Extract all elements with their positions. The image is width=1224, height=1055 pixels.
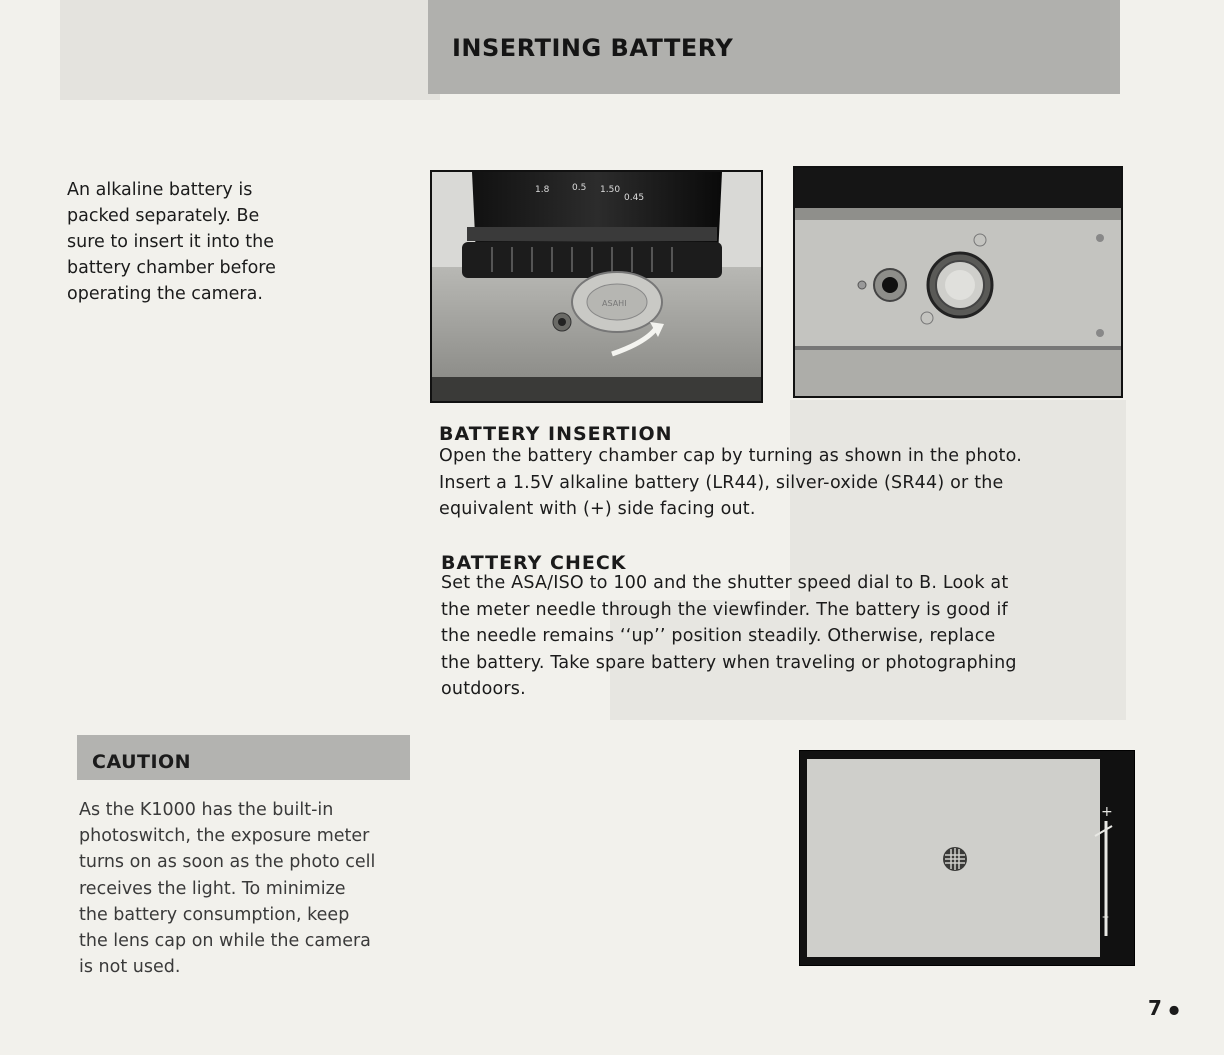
caution-label: CAUTION — [92, 751, 192, 773]
battery-check-line: the needle remains ‘‘up’’ position steadily. Otherwise, replace — [441, 626, 996, 646]
page-title: INSERTING BATTERY — [452, 34, 734, 62]
battery-chamber-photo — [793, 166, 1123, 398]
battery-insertion-heading: BATTERY INSERTION — [439, 423, 673, 445]
page-number — [1148, 996, 1179, 1020]
intro-line: An alkaline battery is — [67, 180, 253, 200]
camera-lens-illustration — [432, 172, 761, 401]
viewfinder-diagram — [800, 751, 1134, 965]
battery-check-line: Set the ASA/ISO to 100 and the shutter speed dial to B. Look at — [441, 573, 1009, 593]
viewfinder-illustration — [799, 750, 1135, 966]
caution-line: photoswitch, the exposure meter — [79, 826, 370, 847]
battery-chamber-illustration — [795, 168, 1121, 396]
meter-plus-sign: + — [1101, 804, 1113, 820]
lens-scale-mark: 0.45 — [624, 193, 645, 203]
caution-line: the battery consumption, keep — [79, 904, 350, 925]
intro-line: battery chamber before — [67, 258, 276, 278]
battery-check-line: the meter needle through the viewfinder. The battery is good if — [441, 599, 1008, 620]
battery-insertion-line: Open the battery chamber cap by turning as shown in the photo. — [439, 446, 1022, 466]
caution-text — [79, 797, 419, 980]
intro-line: operating the camera. — [67, 284, 263, 304]
lens-scale-mark: 1.50 — [600, 185, 621, 195]
page-number-value: 7 — [1148, 996, 1162, 1020]
caution-line: the lens cap on while the camera — [79, 931, 371, 952]
caution-line: turns on as soon as the photo cell — [79, 852, 376, 873]
caution-line: is not used. — [79, 957, 181, 978]
meter-minus-sign: – — [1102, 909, 1109, 925]
battery-insertion-line: equivalent with (+) side facing out. — [439, 499, 756, 519]
battery-cap-text: ASAHI — [602, 299, 627, 308]
battery-check-line: the battery. Take spare battery when traveling or photographing — [441, 652, 1017, 673]
camera-lens-photo — [430, 170, 763, 403]
intro-line: packed separately. Be — [67, 206, 260, 226]
intro-paragraph — [67, 177, 327, 307]
reverse-side-bleed-band — [60, 0, 440, 100]
battery-check-heading: BATTERY CHECK — [441, 552, 627, 574]
battery-check-text — [441, 570, 1017, 703]
lens-scale-mark: 1.8 — [535, 185, 550, 195]
battery-insertion-text — [439, 443, 1022, 523]
page-bullet-icon: ● — [1168, 1002, 1180, 1017]
lens-scale-mark: 0.5 — [572, 183, 587, 193]
caution-line: As the K1000 has the built-in — [79, 800, 334, 820]
intro-line: sure to insert it into the — [67, 232, 275, 252]
battery-check-line: outdoors. — [441, 679, 526, 699]
caution-line: receives the light. To minimize — [79, 878, 346, 899]
battery-insertion-line: Insert a 1.5V alkaline battery (LR44), silver-oxide (SR44) or the — [439, 472, 1004, 493]
